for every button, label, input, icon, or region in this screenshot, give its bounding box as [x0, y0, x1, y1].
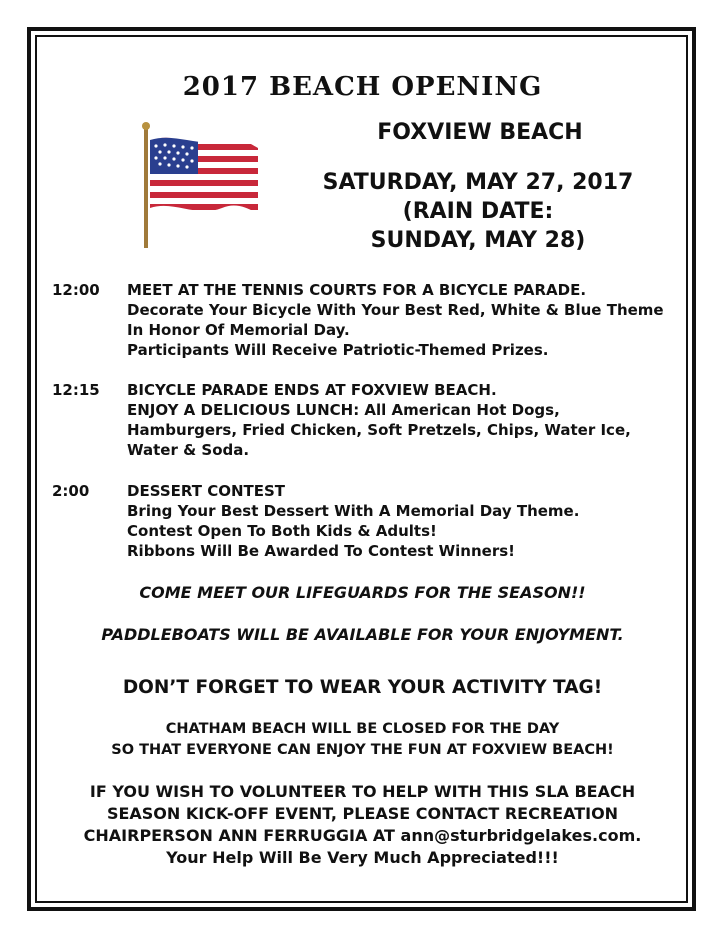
- schedule-line: Water & Soda.: [127, 441, 250, 459]
- schedule-line: Hamburgers, Fried Chicken, Soft Pretzels, Chips, Water Ice,: [127, 421, 631, 439]
- event-date: [308, 168, 648, 255]
- schedule-line: Contest Open To Both Kids & Adults!: [127, 522, 437, 540]
- rain-date-value: SUNDAY, MAY 28): [370, 228, 586, 253]
- schedule-time: 12:15: [52, 381, 100, 399]
- date-line: SATURDAY, MAY 27, 2017: [322, 170, 634, 195]
- schedule-line: DESSERT CONTEST: [127, 482, 286, 500]
- schedule-time: 2:00: [52, 482, 90, 500]
- schedule-line: Decorate Your Bicycle With Your Best Red, White & Blue Theme: [127, 301, 664, 319]
- closure-line: SO THAT EVERYONE CAN ENJOY THE FUN AT FOXVIEW BEACH!: [111, 742, 614, 758]
- schedule-line: MEET AT THE TENNIS COURTS FOR A BICYCLE PARADE.: [127, 281, 587, 299]
- schedule-description: [127, 380, 697, 460]
- volunteer-line: SEASON KICK-OFF EVENT, PLEASE CONTACT RECREATION: [106, 804, 619, 823]
- schedule-description: [127, 481, 697, 561]
- closure-line: CHATHAM BEACH WILL BE CLOSED FOR THE DAY: [165, 721, 560, 737]
- schedule-line: BICYCLE PARADE ENDS AT FOXVIEW BEACH.: [127, 381, 497, 399]
- volunteer-line: Your Help Will Be Very Much Appreciated!!!: [166, 848, 559, 867]
- activity-tag-reminder: DON’T FORGET TO WEAR YOUR ACTIVITY TAG!: [122, 677, 603, 698]
- rain-date-label: (RAIN DATE:: [402, 199, 554, 224]
- inner-border: [35, 35, 688, 903]
- flyer-title: 2017 BEACH OPENING: [182, 72, 543, 102]
- schedule-description: [127, 280, 697, 360]
- volunteer-line: CHAIRPERSON ANN FERRUGGIA AT ann@sturbridgelakes.com.: [83, 826, 642, 845]
- schedule-line: Participants Will Receive Patriotic-Themed Prizes.: [127, 341, 549, 359]
- volunteer-line: IF YOU WISH TO VOLUNTEER TO HELP WITH THIS SLA BEACH: [89, 782, 636, 801]
- volunteer-notice: [0, 781, 725, 869]
- schedule-time: 12:00: [52, 281, 100, 299]
- schedule-line: ENJOY A DELICIOUS LUNCH: All American Hot Dogs,: [127, 401, 560, 419]
- paddleboats-notice: PADDLEBOATS WILL BE AVAILABLE FOR YOUR ENJOYMENT.: [101, 625, 624, 644]
- closure-notice: [0, 719, 725, 761]
- schedule-line: In Honor Of Memorial Day.: [127, 321, 350, 339]
- american-flag-icon: [136, 118, 266, 248]
- lifeguards-notice: COME MEET OUR LIFEGUARDS FOR THE SEASON!!: [139, 583, 586, 602]
- schedule-line: Bring Your Best Dessert With A Memorial Day Theme.: [127, 502, 580, 520]
- venue-name: FOXVIEW BEACH: [377, 120, 583, 145]
- schedule-line: Ribbons Will Be Awarded To Contest Winners!: [127, 542, 515, 560]
